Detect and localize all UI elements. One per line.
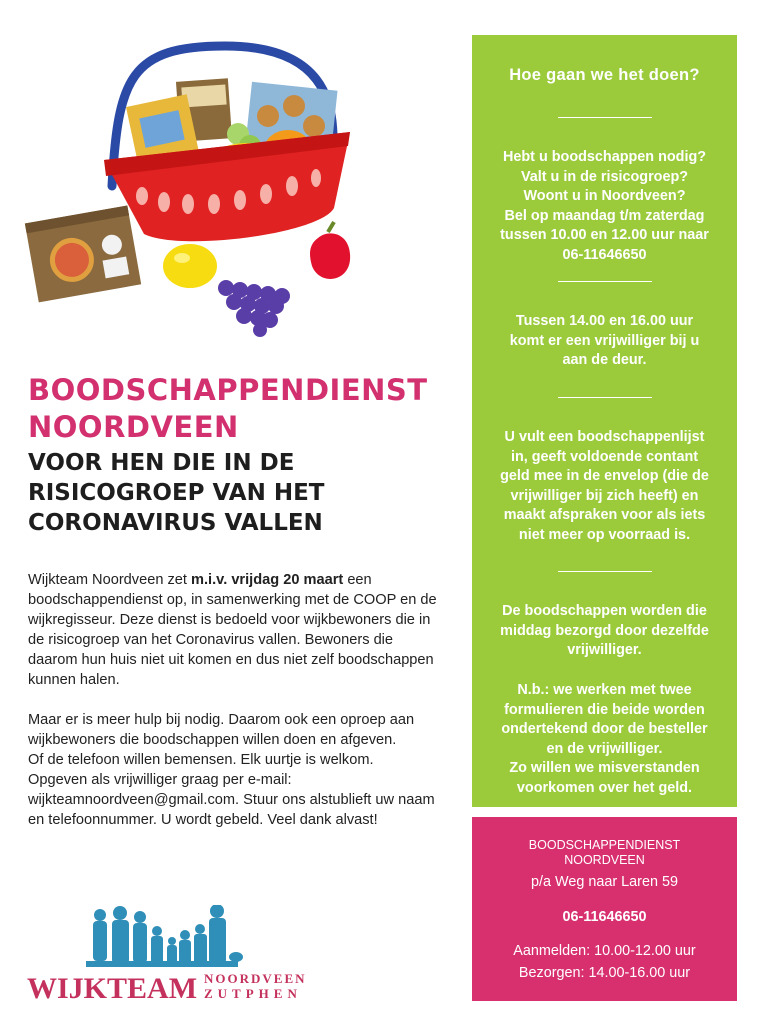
logo-place-1: NOORDVEEN [204, 971, 307, 986]
email-text: wijkteamnoordveen@gmail.com. Stuur ons alstublieft uw naam [28, 792, 435, 808]
logo-word: WIJKTEAM [27, 972, 198, 1005]
subtitle-line-3: CORONAVIRUS VALLEN [28, 510, 323, 536]
panel-heading: Hoe gaan we het doen? [509, 66, 700, 84]
title-line-1: BOODSCHAPPENDIENST [28, 373, 428, 407]
panel-phone: 06-11646650 [562, 246, 647, 263]
step-call: Hebt u boodschappen nodig? Valt u in de risicogroep? Woont u in Noordveen? Bel op maandag t/m zaterdag tussen 10.00 en 12.00 uur naar 06-11646650 [482, 148, 727, 265]
contact-phone: 06-11646650 [562, 909, 647, 925]
contact-org: BOODSCHAPPENDIENST NOORDVEEN [528, 838, 681, 867]
logo-place-2: ZUTPHEN [204, 986, 302, 1001]
intro-paragraph: Wijkteam Noordveen zet m.i.v. vrijdag 20 maart een boodschappendienst op, in samenwerking met de COOP en de wijkregisseur. Deze dienst is bedoeld voor wijkbewoners die in de risicogroep van het Coronavirus vallen. Bewoners die daarom hun huis niet uit komen en dus niet zelf boodschappen kunnen halen. [28, 572, 437, 688]
step-delivery: De boodschappen worden die middag bezorgd door dezelfde vrijwilliger. [500, 603, 709, 658]
divider [558, 397, 652, 398]
contact-address: p/a Weg naar Laren 59 [531, 874, 678, 890]
divider [558, 571, 652, 572]
contact-panel [472, 817, 737, 1001]
wijkteam-logo [24, 905, 309, 1005]
shopping-basket-illustration [20, 38, 380, 338]
divider [558, 281, 652, 282]
subtitle-line-1: VOOR HEN DIE IN DE [28, 450, 295, 476]
page-subtitle [28, 448, 458, 538]
body-text [28, 570, 468, 830]
title-line-2: NOORDVEEN [28, 410, 239, 444]
intro-lead: Wijkteam Noordveen zet m.i.v. vrijdag 20 maart een [28, 572, 372, 588]
page-title [28, 372, 458, 446]
note-forms: N.b.: we werken met twee formulieren die beide worden ondertekend door de besteller en de vrijwilliger. Zo willen we misverstanden voorkomen over het geld. [501, 682, 708, 796]
how-it-works-panel [472, 35, 737, 807]
step-volunteer-visit: Tussen 14.00 en 16.00 uur komt er een vrijwilliger bij u aan de deur. [509, 313, 700, 368]
volunteer-paragraph: Maar er is meer hulp bij nodig. Daarom ook een oproep aan wijkbewoners die boodschappen willen doen en afgeven. Of de telefoon willen bemensen. Elk uurtje is welkom. Opgeven als vrijwilliger graag per e-mail: wijkteamnoordveen@gmail.com. Stuur ons alstublieft uw naam en telefoonnummer. U wordt gebeld. Veel dank alvast! [28, 712, 435, 828]
people-silhouettes-icon [86, 905, 243, 967]
divider [558, 117, 652, 118]
start-date: m.i.v. vrijdag 20 maart [191, 572, 344, 588]
delivery-hours: Bezorgen: 14.00-16.00 uur [518, 965, 691, 981]
signup-hours: Aanmelden: 10.00-12.00 uur [513, 943, 696, 959]
subtitle-line-2: RISICOGROEP VAN HET [28, 480, 325, 506]
step-shopping-list: U vult een boodschappenlijst in, geeft voldoende contant geld mee in de envelop (die de vrijwilliger bij zich heeft) en maakt afspraken voor als iets niet meer op voorraad is. [500, 429, 709, 543]
